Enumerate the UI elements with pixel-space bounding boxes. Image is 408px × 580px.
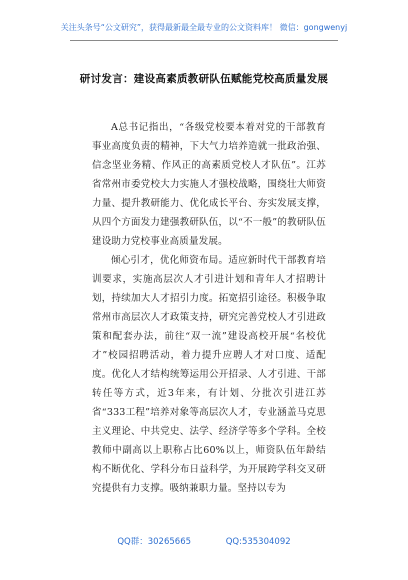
document-body: [92, 118, 326, 498]
paragraph-1: A总书记指出，“各级党校要本着对党的干部教育事业高度负责的精神，下大气力培养造就一批政治强、信念坚业务精、作风正的高素质党校人才队伍”。江苏省常州市委党校大力实施人才强校战略，围绕壮大师资力量、提升教研能力、优化成长平台、夯实发展支撑，从四个方面发力建强教研队伍，以“不一般”的教研队伍建设助力党校事业高质量发展。: [92, 122, 326, 247]
header-divider: [70, 40, 338, 41]
footer-contact: [0, 535, 408, 547]
document-title: 研讨发言：建设高素质教研队伍赋能党校高质量发展: [79, 73, 329, 85]
paragraph-2: 倾心引才，优化师资布局。适应新时代干部教育培训要求，实施高层次人才引进计划和青年人才招聘计划，持续加大人才招引力度。拓宽招引途径。积极争取常州市高层次人才政策支持，研究完善党校人才引进政策和配套办法，前往“双一流”建设高校开展“名校优才”校园招聘活动，着力提升应聘人才对口度、适配度。优化人才结构统筹运用公开招录、人才引进、干部转任等方式，近3年来，有计划、分批次引进江苏省“333工程”培养对象等高层次人才，专业涵盖马克思主义理论、中共党史、法学、经济学等多个学科。全校教师中副高以上职称占比60%以上，师资队伍年龄结构不断优化、学科分布日益科学，为开展跨学科交叉研究提供有力支撑。吸纳兼职力量。坚持以专为: [92, 255, 326, 494]
header-note: 关注头条号“公文研究”，获得最新最全最专业的公文资料库！ 微信：gongwenyj: [60, 23, 348, 32]
footer-qq-group: QQ群：30265665: [117, 537, 192, 547]
footer-qq: QQ:535304092: [225, 537, 291, 547]
